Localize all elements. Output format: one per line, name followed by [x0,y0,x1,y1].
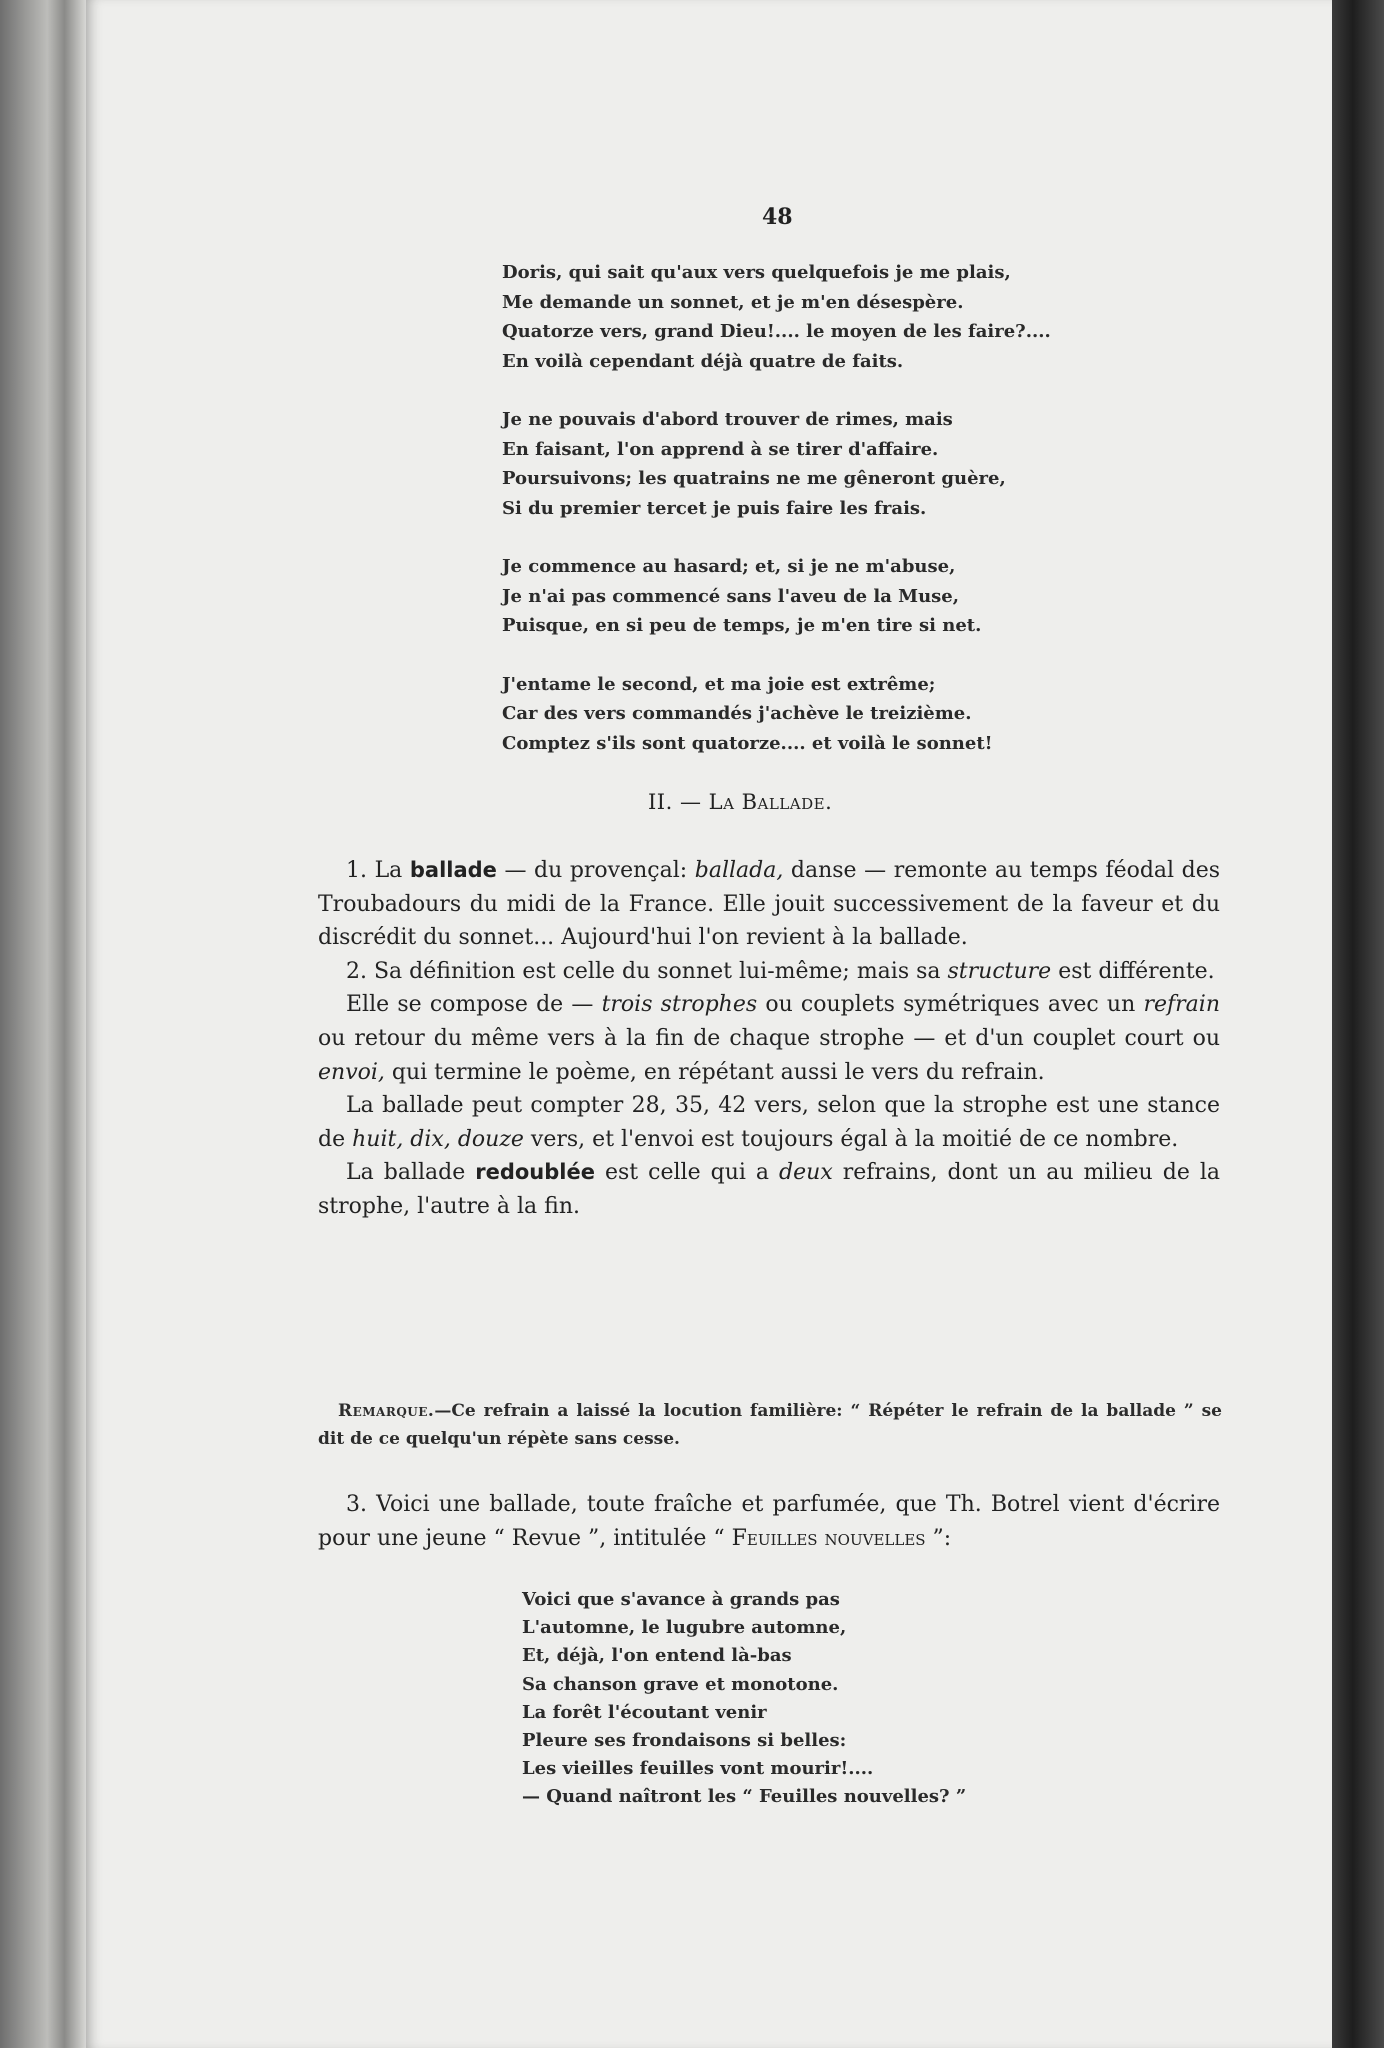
paragraph-number: 1. [346,858,375,883]
italic-ballada: ballada, [694,858,784,883]
sonnet-stanza-1 [502,258,1051,376]
italic-huit-dix-douze: huit, dix, douze [352,1126,524,1152]
text-run: est différente. [1051,958,1215,984]
section-title-text: La Ballade. [708,790,833,814]
keyword-ballade: ballade [409,858,497,882]
text-run: refrains, dont un au milieu de la strophe, l'autre à la fin. [318,1160,1221,1219]
text-run: La ballade [346,1160,476,1186]
poem-line: — Quand naîtront les “ Feuilles nouvelles? ” [522,1786,967,1808]
page-edge-shadow [1332,0,1384,2048]
poem-line: En faisant, l'on apprend à se tirer d'affaire. [502,438,939,460]
sonnet-stanza-2 [502,405,1051,523]
poem-line: Voici que s'avance à grands pas [522,1589,840,1610]
text-run: est celle qui a [594,1160,780,1186]
page-number: 48 [762,204,793,230]
italic-refrain: refrain [1143,992,1220,1018]
poem-line: Puisque, en si peu de temps, je m'en tire si net. [502,615,982,636]
keyword-redoublee: redoublée [475,1160,595,1185]
sonnet-stanza-3 [502,552,1051,641]
poem-line: Car des vers commandés j'achève le treizième. [502,703,972,724]
poem-line: Si du premier tercet je puis faire les frais. [502,497,927,519]
italic-trois-strophes: trois strophes [601,992,758,1018]
text-run: Elle se compose de — [346,992,602,1018]
paragraph-2d [318,1156,1220,1223]
poem-line: Me demande un sonnet, et je m'en désespère. [502,291,964,313]
text-run: qui termine le poème, en répétant aussi le vers du refrain. [384,1059,1045,1085]
paragraph-2 [318,955,1220,989]
remark-text: —Ce refrain a laissé la locution familière: “ Répéter le refrain de la ballade ” se dit de ce quelqu'un répète sans cesse. [318,1401,1222,1449]
text-run: 3. Voici une ballade, toute fraîche et parfumée, que Th. Botrel vient d'écrire pour une jeune “ Revue ”, intitulée “ [318,1492,1220,1551]
paragraph-2c [318,1089,1220,1156]
poem-line: Poursuivons; les quatrains ne me gêneront guère, [502,468,1006,489]
text-run: danse — remonte au temps féodal des Troubadours du midi de la France. Elle jouit successivement de la faveur et du discrédit du sonnet... Aujourd'hui l'on revient à la ballade. [318,858,1221,951]
text-run: vers, et l'envoi est toujours égal à la moitié de ce nombre. [523,1126,1179,1152]
poem-line: En voilà cependant déjà quatre de faits. [502,350,904,372]
section-number: II. — [648,790,709,814]
poem-line: Pleure ses frondaisons si belles: [522,1730,847,1752]
revue-title: Feuilles nouvelles [731,1526,926,1551]
remark-note [318,1397,1222,1453]
poem-line: La forêt l'écoutant venir [522,1701,767,1723]
poem-line: Et, déjà, l'on entend là-bas [522,1645,792,1667]
remark-label: Remarque. [338,1401,435,1421]
text-run: — du provençal: [496,858,695,883]
poem-line: Comptez s'ils sont quatorze.... et voilà le sonnet! [502,732,993,754]
text-run: La ballade peut compter 28, 35, 42 vers, selon que la strophe est une stance de [318,1093,1220,1152]
poem-line: Doris, qui sait qu'aux vers quelquefois je me plais, [502,262,1011,283]
poem-line: Quatorze vers, grand Dieu!.... le moyen de les faire?.... [502,321,1051,342]
poem-line: Les vieilles feuilles vont mourir!.... [522,1758,874,1780]
italic-envoi: envoi, [318,1059,385,1085]
italic-deux: deux [779,1160,833,1186]
poem-line: Je n'ai pas commencé sans l'aveu de la Muse, [502,585,960,607]
poem-line: Sa chanson grave et monotone. [522,1673,839,1695]
paragraph-3 [318,1488,1220,1556]
body-text [318,854,1220,1224]
ballade-poem [522,1586,966,1812]
sonnet-stanza-4 [502,670,1051,759]
sonnet-poem [502,258,1051,787]
text-run: 2. Sa définition est celle du sonnet lui-même; mais sa [346,958,948,984]
book-binding [0,0,86,2048]
text-run: La [374,858,410,883]
poem-line: Je commence au hasard; et, si je ne m'abuse, [502,556,956,577]
paragraph-1 [318,854,1220,955]
poem-line: L'automne, le lugubre automne, [522,1617,847,1639]
paragraph-2b [318,988,1220,1089]
italic-structure: structure [947,958,1052,984]
text-run: ”: [925,1526,952,1551]
poem-line: Je ne pouvais d'abord trouver de rimes, mais [502,409,953,430]
poem-line: J'entame le second, et ma joie est extrême; [502,673,936,695]
text-run: ou couplets symétriques avec un [757,992,1144,1018]
text-run: ou retour du même vers à la fin de chaque strophe — et d'un couplet court ou [318,1025,1220,1051]
section-heading [648,790,832,814]
